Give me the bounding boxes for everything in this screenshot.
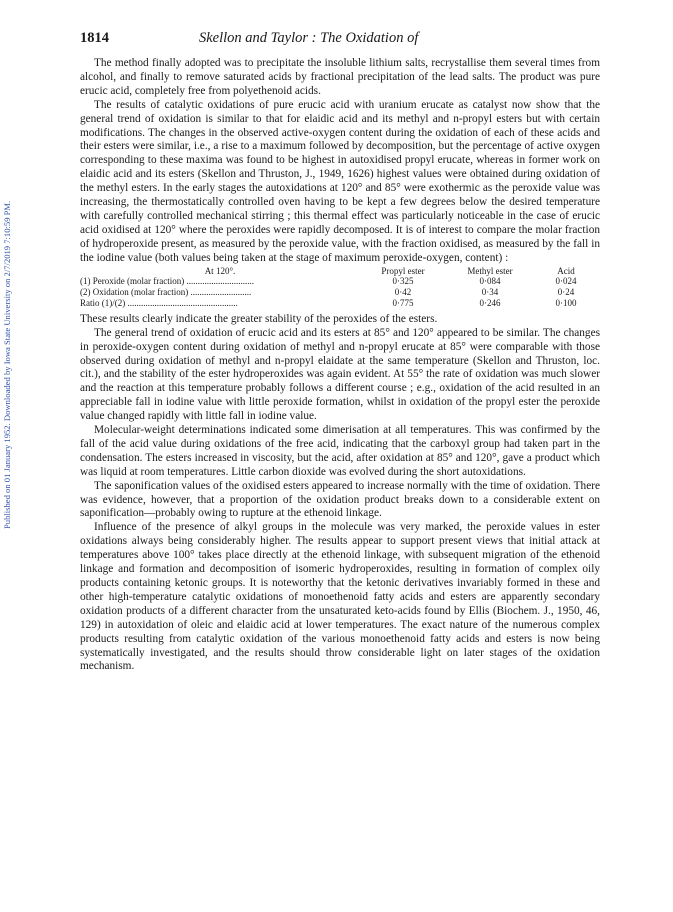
page-header <box>80 30 600 50</box>
paragraph: The saponification values of the oxidised esters appeared to increase normally with the time of oxidation. There was evidence, however, that a proportion of the oxidation product breaks down to a considerable extent on saponification—probably owing to rupture at the ethenoid linkage. <box>80 479 600 520</box>
paragraph: The general trend of oxidation of erucic acid and its esters at 85° and 120° appeared to be similar. The changes in peroxide-oxygen content during oxidation of methyl and n-propyl erucate at 85° were comparable with those observed during oxidation of methyl and n-propyl elaidate at the same temperature (Skellon and Thruston, loc. cit.), and the stability of the ester hydroperoxides was again evident. At 55° the rate of oxidation was much slower and the reaction at this temperature probably follows a different course ; e.g., oxidation of the acid resulted in an appreciable fall in iodine value with little peroxide formation, whilst in oxidation of the propyl ester the peroxide value changed rapidly with little fall in iodine value. <box>80 326 600 423</box>
page-number: 1814 <box>80 30 109 46</box>
results-table <box>80 266 600 309</box>
table-header-cell: Propyl ester <box>381 265 425 276</box>
paragraph: Molecular-weight determinations indicated some dimerisation at all temperatures. This was confirmed by the fall of the acid value during oxidations of the free acid, indicating that the carboxyl group had taken part in the condensation. The esters increased in viscosity, but the acid, after oxidation at 85° and 120°, gave a product which was liquid at room temperatures. Little carbon dioxide was evolved during the short autoxidations. <box>80 424 600 478</box>
table-row <box>80 276 600 287</box>
article-body <box>80 57 600 674</box>
table-cell: 0·42 <box>394 287 412 298</box>
paragraph: These results clearly indicate the greater stability of the peroxides of the esters. <box>80 312 438 325</box>
table-cell: Ratio (1)/(2) ................................................. <box>80 297 238 308</box>
table-cell: (2) Oxidation (molar fraction) ........................... <box>80 287 252 298</box>
running-title: Skellon and Taylor : The Oxidation of <box>199 30 419 46</box>
paragraph: Influence of the presence of alkyl groups in the molecule was very marked, the peroxide values in ester oxidations always being considerably higher. The results appear to support present views that initial attack at temperatures above 100° takes place directly at the ethenoid linkage, with subsequent migration of the ethenoid linkage and formation and decomposition of isomeric hydroperoxides, resulting in formation of complex oily products containing ketonic groups. It is noteworthy that the ketonic derivatives invariably formed in these and other high-temperature catalytic oxidations of monoethenoid fatty acids and esters are apparently secondary oxidation products of a different character from the unsaturated keto-acids found by Ellis (Biochem. J., 1950, 46, 129) in autoxidation of oleic and elaidic acid at lower temperatures. The exact nature of the numerous complex products resulting from catalytic oxidation of the various monoethenoid fatty acids and esters is now being systematically investigated, and the results should throw considerable light on later stages of the oxidation mechanism. <box>80 521 600 673</box>
table-cell: 0·325 <box>392 276 414 287</box>
table-cell: 0·775 <box>392 297 414 308</box>
table-cell: 0·34 <box>481 287 499 298</box>
table-cell: (1) Peroxide (molar fraction) .............................. <box>80 276 254 287</box>
paragraph: The method finally adopted was to precipitate the insoluble lithium salts, recrystallise them several times from alcohol, and finally to remove saturated acids by fractional precipitation of the lead salts. The product was pure erucic acid, completely free from polyethenoid acids. <box>80 57 600 97</box>
table-header-cell: Methyl ester <box>467 265 513 276</box>
table-row <box>80 298 600 309</box>
table-cell: 0·246 <box>479 297 501 308</box>
table-cell: 0·24 <box>557 287 575 298</box>
table-header-row <box>80 266 600 277</box>
table-row <box>80 287 600 298</box>
download-watermark: Published on 01 January 1952. Downloaded by Iowa State University on 2/7/2019 7:10:59 PM. <box>2 200 12 530</box>
table-cell: 0·024 <box>555 276 577 287</box>
table-cell: 0·100 <box>555 297 577 308</box>
table-header-cell: At 120°. <box>204 265 236 276</box>
table-cell: 0·084 <box>479 276 501 287</box>
paragraph: The results of catalytic oxidations of pure erucic acid with uranium erucate as catalyst now show that the general trend of oxidation is similar to that for elaidic acid and its methyl and n-propyl esters but with certain modifications. The changes in the observed active-oxygen content during the oxidation of each of these acids and their esters were similar, i.e., a rise to a maximum followed by decomposition, but the percentage of active oxygen corresponding to these maxima was found to be highest in autoxidised propyl erucate, whereas in former work on elaidic acid and its esters (Skellon and Thruston, J., 1949, 1626) highest values were obtained during oxidation of the methyl esters. In the early stages the autoxidations at 120° and 85° were exothermic as the peroxide value was increasing, the thermostatically controlled oven having to be kept a few degrees below the desired temperature with carefully controlled mechanical stirring ; this thermal effect was particularly noticeable in the case of erucic acid oxidised at 120° where the peroxides were rapidly decomposed. It is of interest to compare the molar fraction of hydroperoxide present, as measured by the peroxide value, with the fraction oxidised, as measured by the fall in the iodine value (both values being taken at the stage of maximum peroxide-oxygen, content) : <box>80 98 600 264</box>
table-header-cell: Acid <box>557 265 575 276</box>
